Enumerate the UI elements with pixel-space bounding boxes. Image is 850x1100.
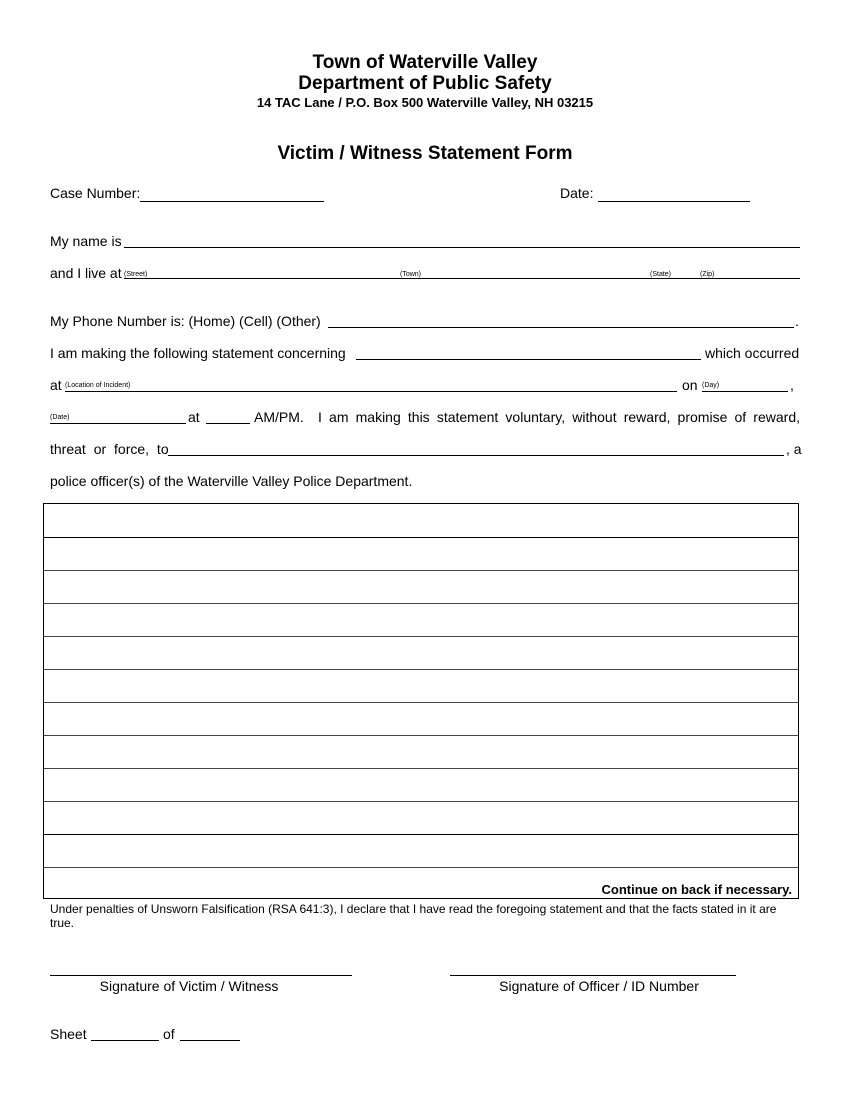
case-number-field[interactable] — [140, 201, 324, 202]
concerning-field[interactable] — [356, 359, 701, 360]
location-caption: (Location of Incident) — [65, 382, 131, 389]
statement-line — [44, 603, 798, 604]
statement-concerning-label: I am making the following statement concerning — [50, 345, 346, 361]
statement-line — [44, 834, 798, 835]
department-address: 14 TAC Lane / P.O. Box 500 Waterville Valley, NH 03215 — [256, 95, 594, 110]
on-word: on — [682, 377, 698, 393]
comma-a-text: , a — [786, 441, 802, 457]
statement-line — [44, 537, 798, 538]
location-field[interactable] — [65, 391, 677, 392]
sheet-total-field[interactable] — [180, 1040, 240, 1041]
town-caption: (Town) — [400, 271, 422, 278]
voluntary-text: I am making this statement voluntary, without reward, promise of reward, — [318, 409, 800, 425]
form-title: Victim / Witness Statement Form — [277, 143, 573, 164]
town-name: Town of Waterville Valley — [312, 52, 538, 73]
statement-line — [44, 735, 798, 736]
phone-period: . — [795, 313, 799, 329]
continue-note: Continue on back if necessary. — [601, 882, 792, 897]
declaration-text: Under penalties of Unsworn Falsification (RSA 641:3), I declare that I have read the foregoing statement and that the facts stated in it are true. — [50, 902, 777, 930]
zip-caption: (Zip) — [700, 271, 715, 278]
statement-line — [44, 702, 798, 703]
street-caption: (Street) — [124, 271, 148, 278]
officer-signature-label: Signature of Officer / ID Number — [499, 978, 699, 994]
at-word: at — [50, 377, 62, 393]
day-field[interactable] — [702, 391, 788, 392]
threat-text: threat or force, to — [50, 441, 169, 457]
victim-signature-label: Signature of Victim / Witness — [99, 978, 279, 994]
date-label: Date: — [560, 185, 594, 201]
department-name: Department of Public Safety — [298, 73, 552, 94]
state-caption: (State) — [650, 271, 672, 278]
statement-line — [44, 768, 798, 769]
sheet-number-field[interactable] — [91, 1040, 159, 1041]
time-field[interactable] — [206, 423, 250, 424]
address-field[interactable] — [124, 278, 800, 279]
my-name-label: My name is — [50, 233, 122, 249]
officer-name-field[interactable] — [168, 455, 784, 456]
date-caption: (Date) — [50, 414, 70, 421]
ampm-text: AM/PM. — [254, 409, 304, 425]
officer-signature-field[interactable] — [450, 975, 736, 976]
at-word-2: at — [188, 409, 200, 425]
statement-line — [44, 867, 798, 868]
case-number-label: Case Number: — [50, 185, 141, 201]
statement-line — [44, 570, 798, 571]
statement-box[interactable] — [43, 503, 799, 899]
of-label: of — [163, 1026, 175, 1042]
victim-signature-field[interactable] — [50, 975, 352, 976]
sheet-label: Sheet — [50, 1026, 87, 1042]
incident-date-field[interactable] — [50, 423, 186, 424]
day-caption: (Day) — [702, 382, 720, 389]
statement-line — [44, 801, 798, 802]
live-at-label: and I live at — [50, 265, 122, 281]
phone-field[interactable] — [328, 327, 794, 328]
which-occurred-text: which occurred — [705, 345, 800, 361]
date-field[interactable] — [598, 201, 750, 202]
day-comma: , — [790, 377, 794, 393]
statement-line — [44, 669, 798, 670]
phone-label: My Phone Number is: (Home) (Cell) (Other) — [50, 313, 321, 329]
name-field[interactable] — [124, 247, 800, 248]
police-text: police officer(s) of the Waterville Valley Police Department. — [50, 473, 413, 489]
statement-line — [44, 636, 798, 637]
